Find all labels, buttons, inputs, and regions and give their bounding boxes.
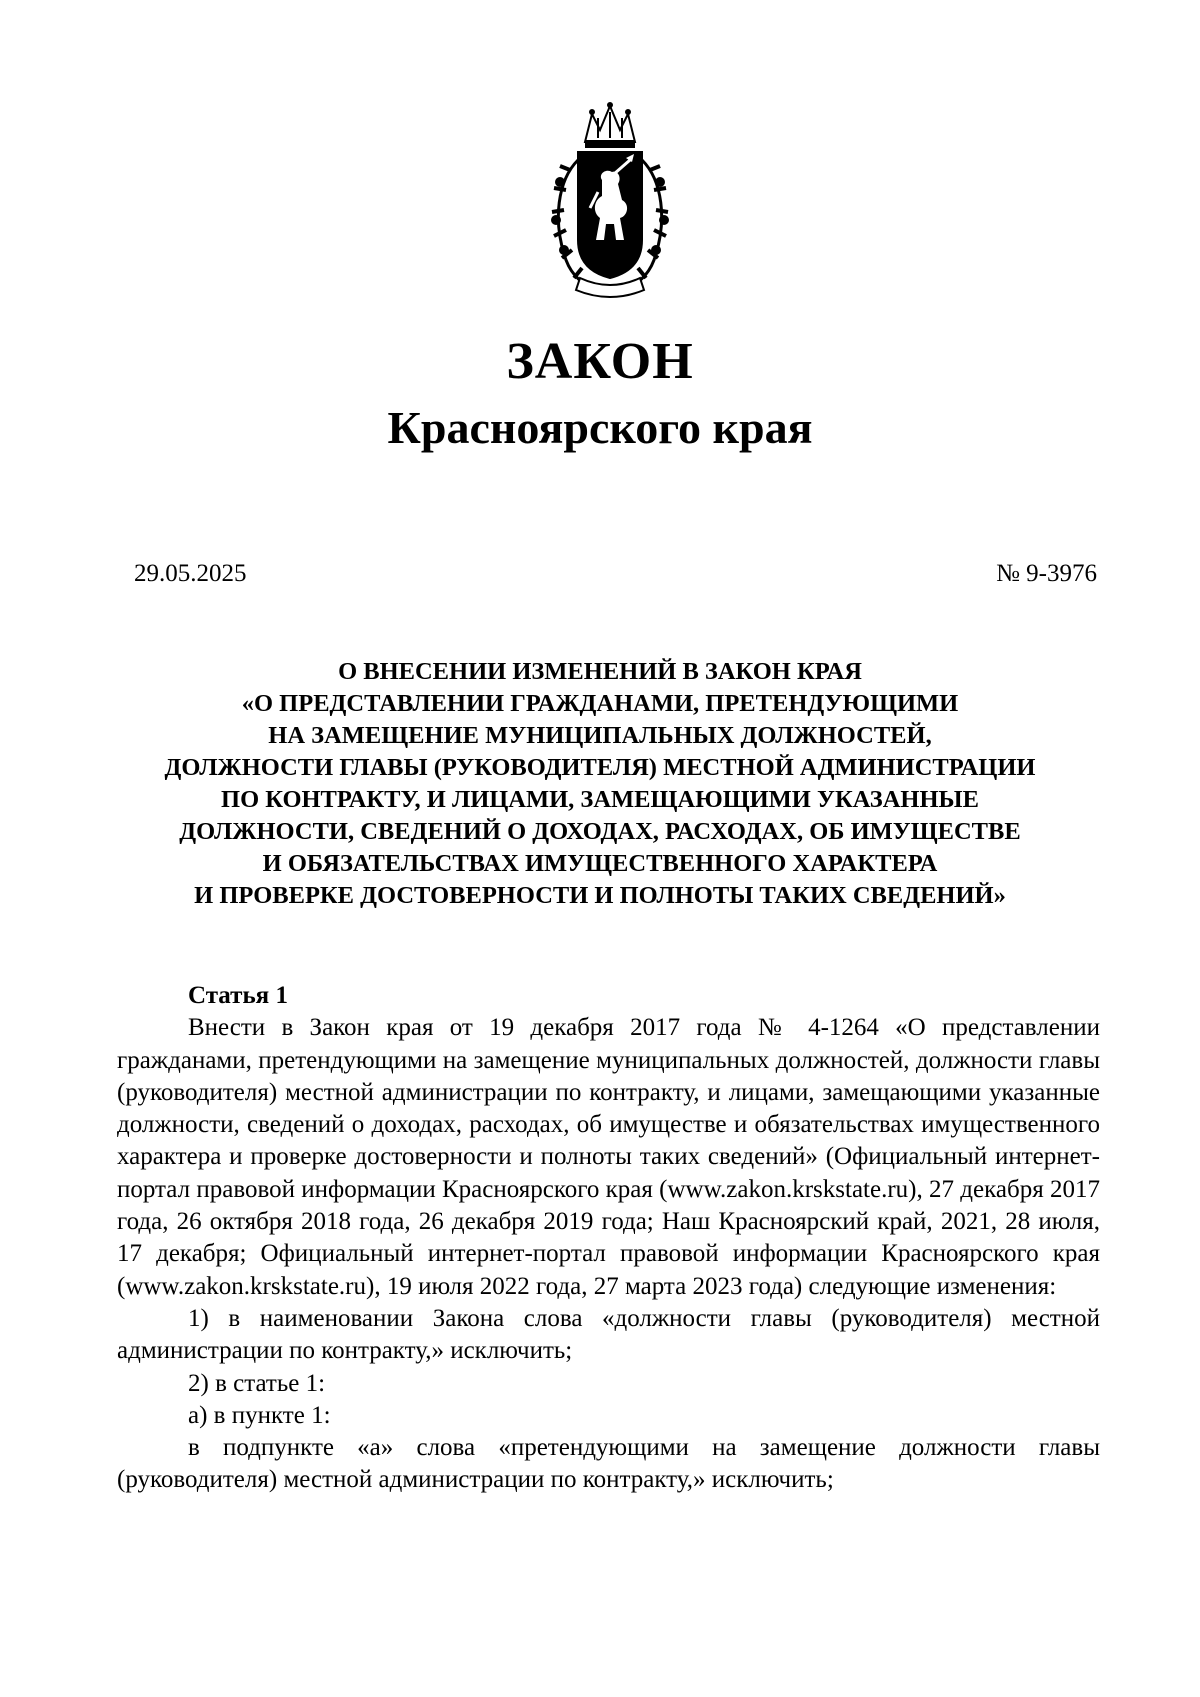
- article-heading: Статья 1: [188, 982, 288, 1009]
- article-paragraph: 2) в статье 1:: [188, 1369, 326, 1397]
- krasnoyarsk-coat-of-arms-icon: [540, 100, 680, 300]
- law-region: Красноярского края: [387, 402, 813, 453]
- subject-line: ПО КОНТРАКТУ, И ЛИЦАМИ, ЗАМЕЩАЮЩИМИ УКАЗАННЫЕ: [221, 786, 979, 813]
- law-number: № 9-3976: [996, 560, 1097, 587]
- article-paragraph: а) в пункте 1:: [188, 1401, 331, 1429]
- law-date: 29.05.2025: [134, 560, 247, 587]
- article-paragraph: в подпункте «а» слова «претендующими на замещение должности главы (руководителя) местной администрации по контракту,» исключить;: [117, 1434, 1100, 1494]
- title-block: [0, 330, 1200, 458]
- article-paragraph: Внести в Закон края от 19 декабря 2017 года № 4-1264 «О представлении гражданами, претендующими на замещение муниципальных должностей, должности главы (руководителя) местной администрации по контракту, и лицами, замещающими указанные должности, сведений о доходах, расходах, об имуществе и обязательствах имущественного характера и проверке достоверности и полноты таких сведений» (Официальный интернет-портал правовой информации Красноярского края (www.zakon.krskstate.ru), 27 декабря 2017 года, 26 октября 2018 года, 26 декабря 2019 года; Наш Красноярский край, 2021, 28 июля, 17 декабря; Официальный интернет-портал правовой информации Красноярского края (www.zakon.krskstate.ru), 19 июля 2022 года, 27 марта 2023 года) следующие изменения:: [117, 1014, 1100, 1300]
- article-paragraph: 1) в наименовании Закона слова «должности главы (руководителя) местной администрации по контракту,» исключить;: [117, 1304, 1100, 1365]
- subject-line: ДОЛЖНОСТИ, СВЕДЕНИЙ О ДОХОДАХ, РАСХОДАХ, ОБ ИМУЩЕСТВЕ: [179, 818, 1021, 845]
- subject-line: НА ЗАМЕЩЕНИЕ МУНИЦИПАЛЬНЫХ ДОЛЖНОСТЕЙ,: [268, 722, 932, 749]
- subject-line: И ПРОВЕРКЕ ДОСТОВЕРНОСТИ И ПОЛНОТЫ ТАКИХ СВЕДЕНИЙ»: [194, 882, 1006, 909]
- article-body: [117, 980, 1100, 1497]
- subject-line: О ВНЕСЕНИИ ИЗМЕНЕНИЙ В ЗАКОН КРАЯ: [338, 658, 862, 685]
- law-title: ЗАКОН: [506, 333, 694, 390]
- coat-of-arms-emblem: [540, 100, 680, 300]
- subject-line: ДОЛЖНОСТИ ГЛАВЫ (РУКОВОДИТЕЛЯ) МЕСТНОЙ АДМИНИСТРАЦИИ: [164, 754, 1036, 781]
- subject-line: «О ПРЕДСТАВЛЕНИИ ГРАЖДАНАМИ, ПРЕТЕНДУЮЩИМИ: [241, 690, 959, 717]
- subject-line: И ОБЯЗАТЕЛЬСТВАХ ИМУЩЕСТВЕННОГО ХАРАКТЕРА: [262, 850, 938, 877]
- law-subject: [100, 656, 1100, 912]
